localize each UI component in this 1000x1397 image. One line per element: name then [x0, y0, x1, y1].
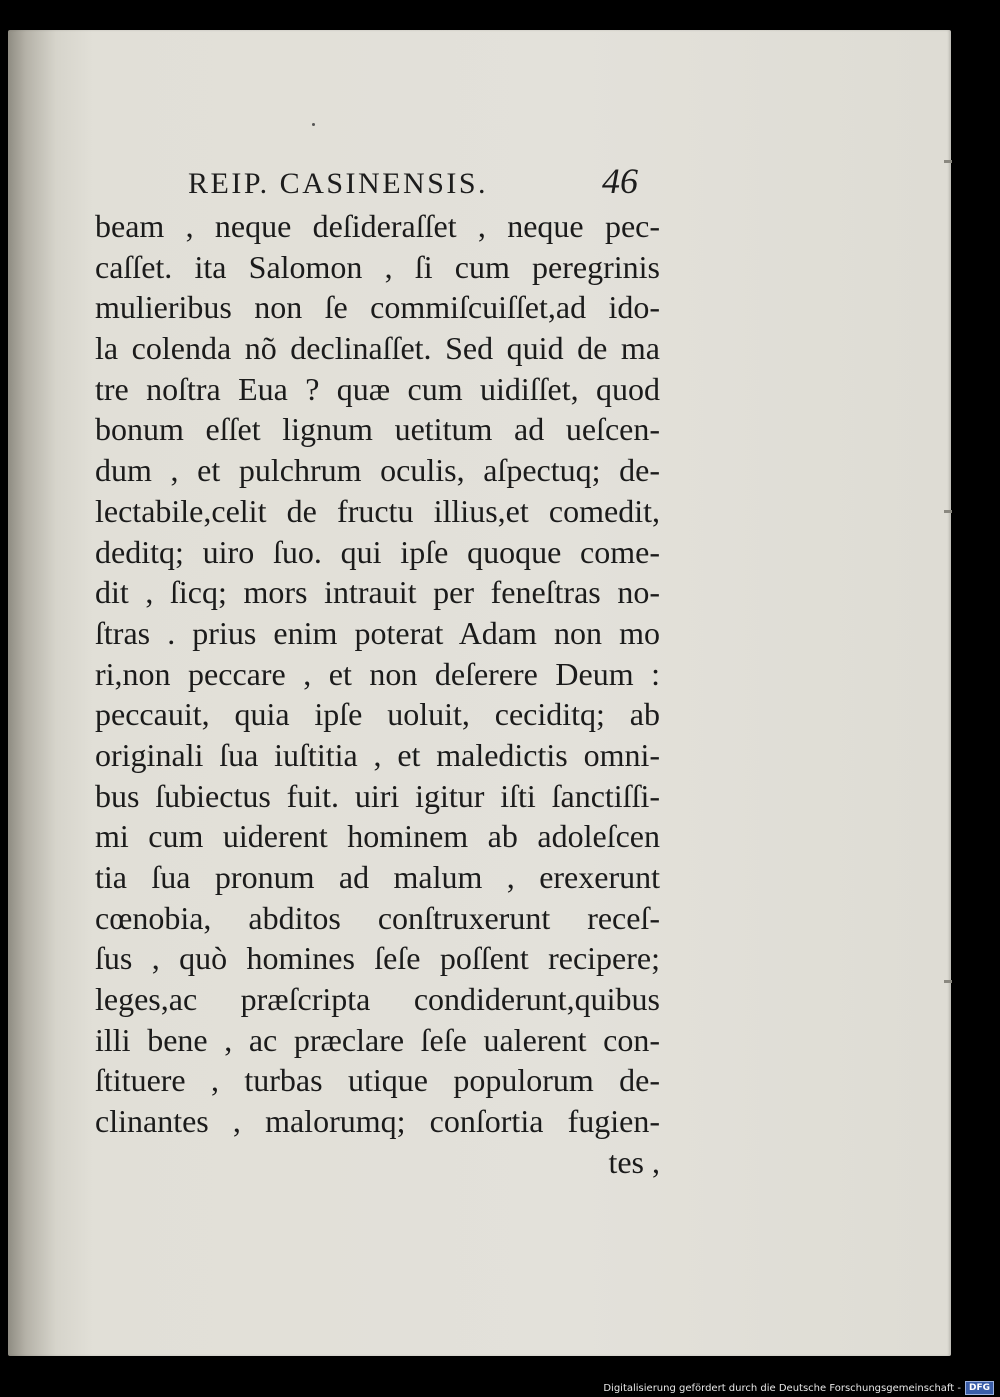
text-line: bus ſubiectus fuit. uiri igitur iſti ſanctiſſi-	[95, 777, 660, 814]
page-edge-mark	[944, 510, 952, 513]
running-head	[188, 160, 638, 202]
text-line: peccauit, quia ipſe uoluit, ceciditq; ab	[95, 696, 660, 733]
body-text	[95, 206, 660, 1183]
page-edge-mark	[944, 980, 952, 983]
text-line: caſſet. ita Salomon , ſi cum peregrinis	[95, 248, 660, 285]
text-line: illi bene , ac præclare ſeſe ualerent con-	[95, 1021, 660, 1058]
ink-dot	[312, 123, 315, 126]
page-edge-mark	[944, 160, 952, 163]
text-line: mi cum uiderent hominem ab adoleſcen	[95, 818, 660, 855]
text-line: beam , neque deſideraſſet , neque pec-	[95, 208, 660, 244]
text-line: mulieribus non ſe commiſcuiſſet,ad ido-	[95, 289, 660, 326]
text-line: tre noſtra Eua ? quæ cum uidiſſet, quod	[95, 370, 660, 407]
page-number: 46	[602, 161, 638, 201]
text-line: cœnobia, abditos conſtruxerunt receſ-	[95, 899, 660, 936]
text-line: la colenda nõ declinaſſet. Sed quid de ma	[95, 330, 660, 367]
text-line: tia ſua pronum ad malum , erexerunt	[95, 859, 660, 895]
running-title: REIP. CASINENSIS.	[188, 167, 489, 200]
text-line: leges,ac præſcripta condiderunt,quibus	[95, 981, 660, 1018]
digitization-credit	[603, 1381, 994, 1395]
text-line: ri,non peccare , et non deſerere Deum :	[95, 655, 660, 692]
dfg-logo: DFG	[965, 1381, 994, 1395]
credit-text: Digitalisierung gefördert durch die Deutsche Forschungsgemeinschaft -	[603, 1382, 961, 1394]
text-line: dit , ſicq; mors intrauit per feneſtras no-	[95, 574, 660, 611]
text-line: dum , et pulchrum oculis, aſpectuq; de-	[95, 452, 660, 489]
text-line: bonum eſſet lignum uetitum ad ueſcen-	[95, 411, 660, 448]
text-line: ſus , quò homines ſeſe poſſent recipere;	[95, 940, 660, 977]
text-line: deditq; uiro ſuo. qui ipſe quoque come-	[95, 533, 660, 570]
text-line: lectabile,celit de fructu illius,et comedit,	[95, 492, 660, 529]
text-line: clinantes , malorumq; conſortia fugien-	[95, 1103, 660, 1140]
text-line: ſtituere , turbas utique populorum de-	[95, 1062, 660, 1099]
text-line: ſtras . prius enim poterat Adam non mo	[95, 614, 660, 651]
text-line: originali ſua iuſtitia , et maledictis omni-	[95, 736, 660, 773]
catchword: tes ,	[608, 1143, 660, 1180]
